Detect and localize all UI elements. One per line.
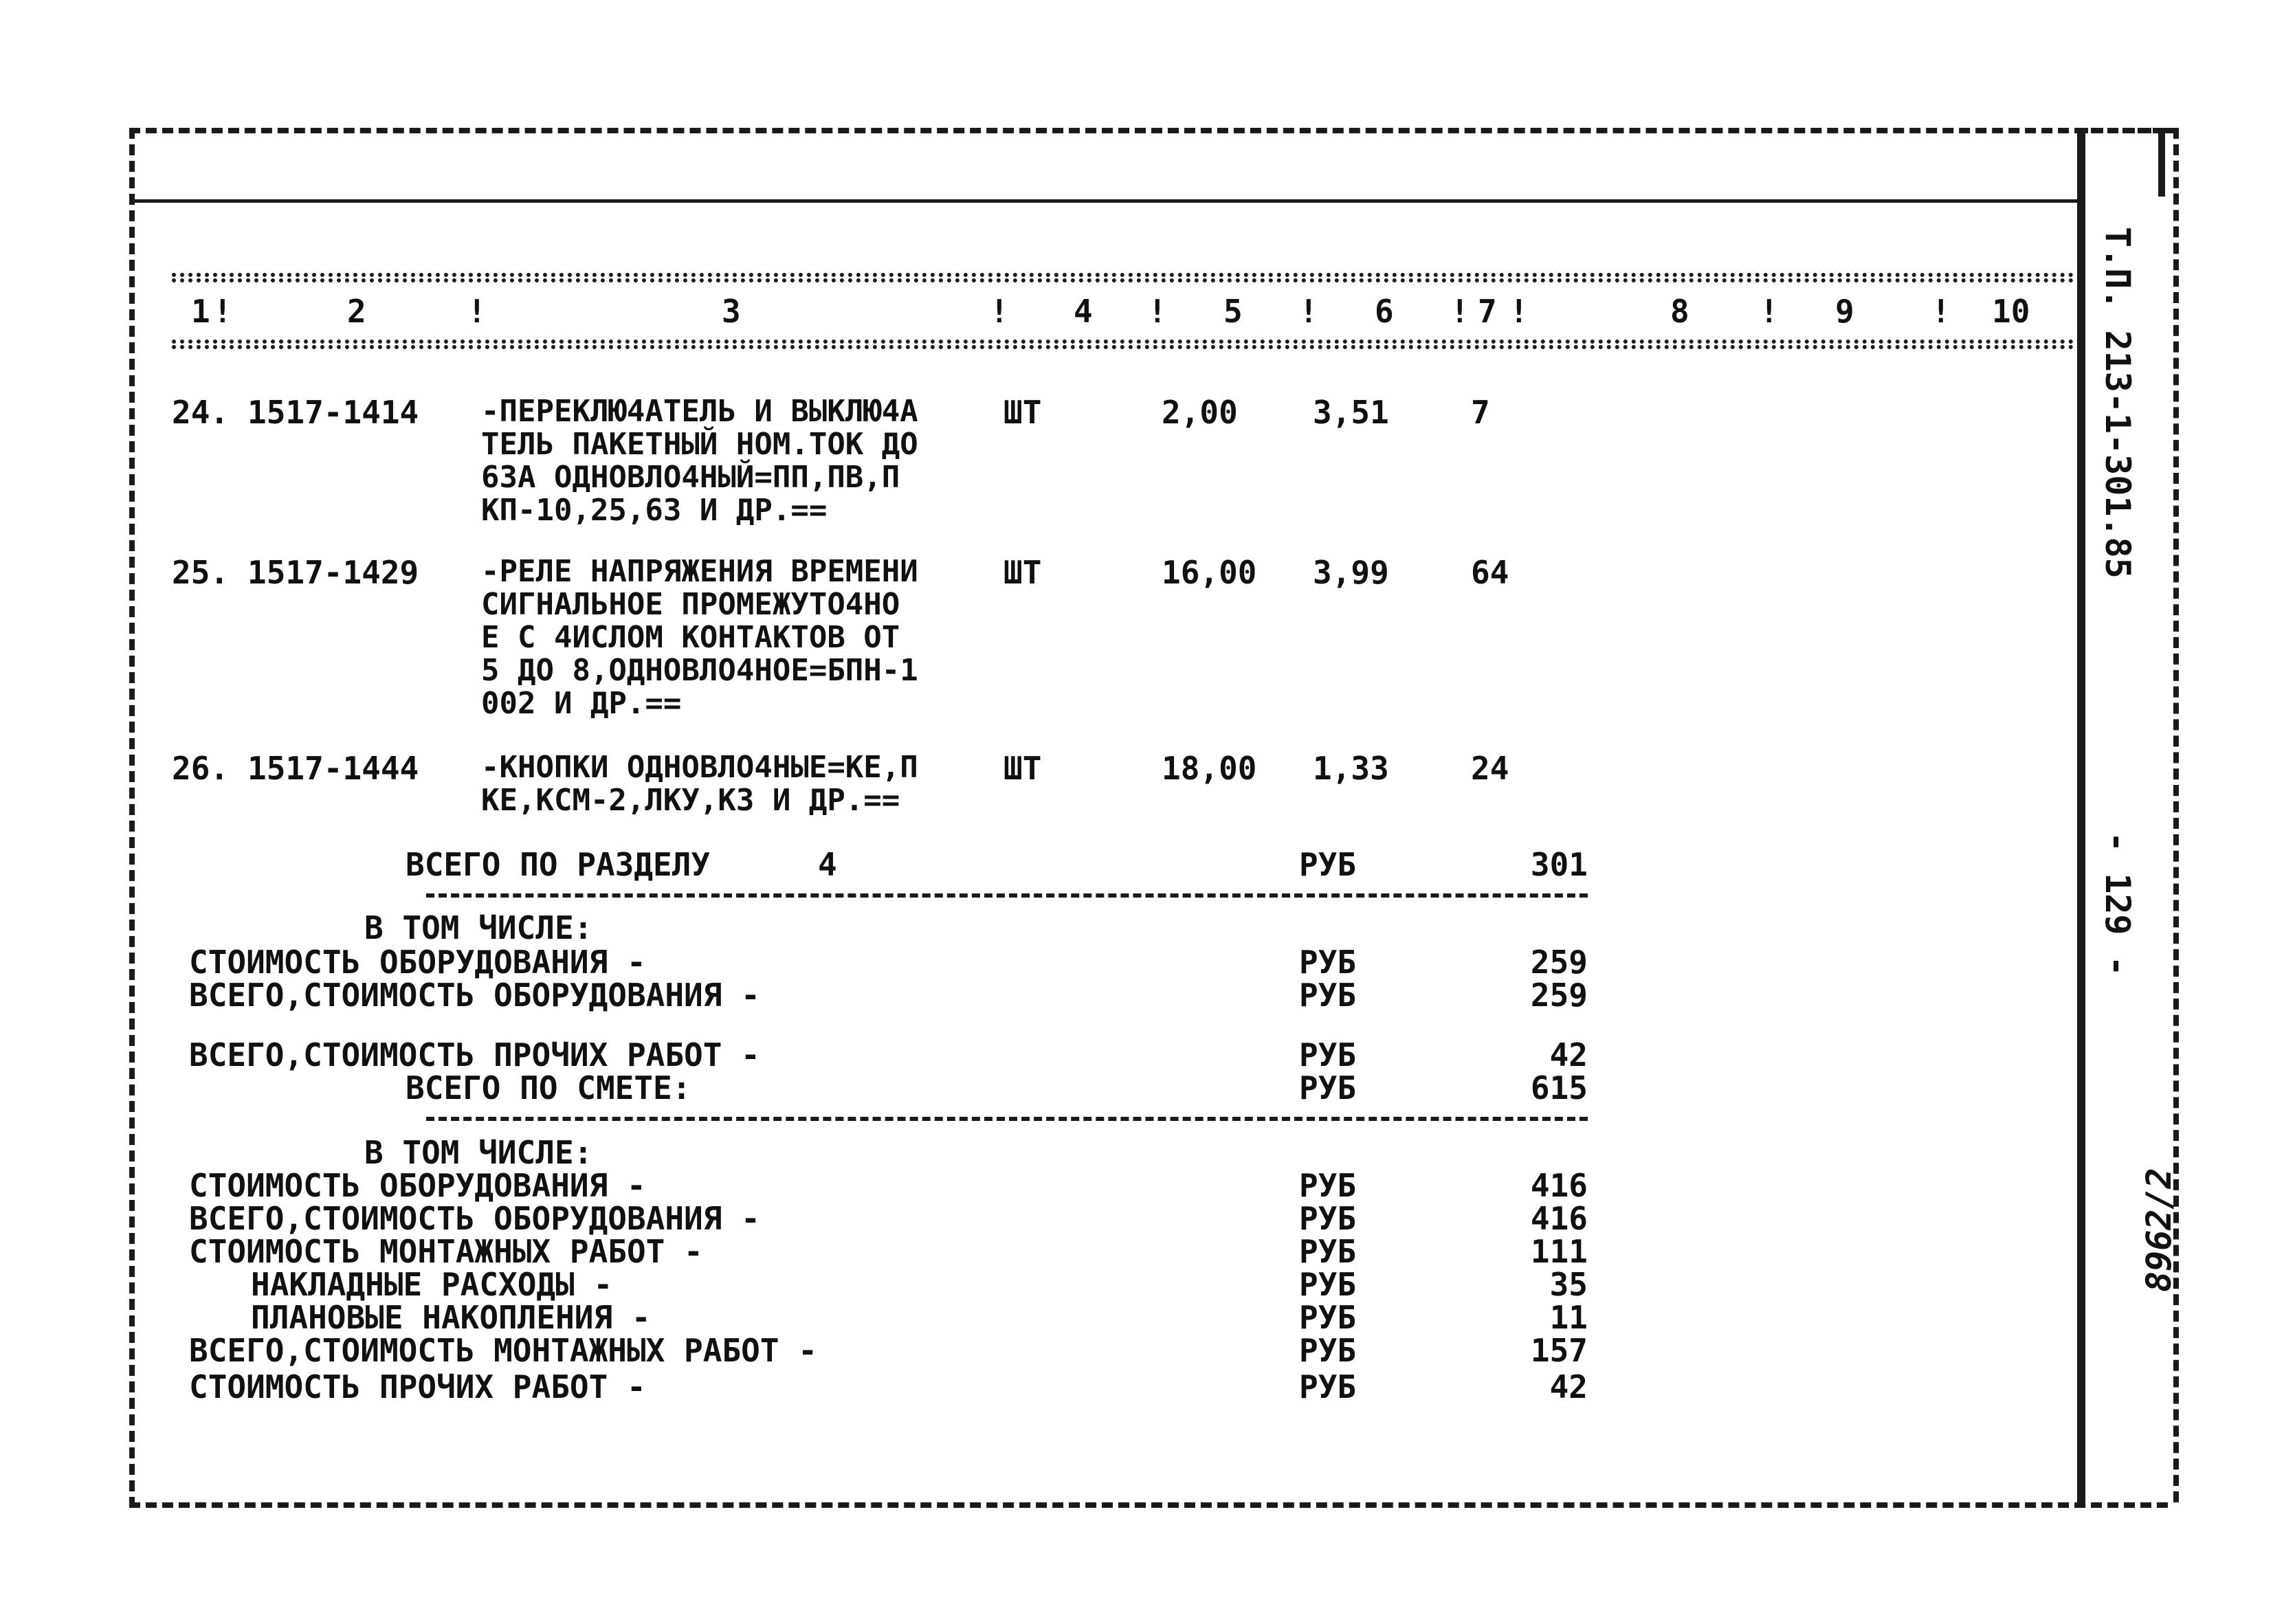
item-code: 1517-1444 — [247, 750, 419, 787]
column-header: 2 — [347, 293, 366, 330]
summary-value: 157 — [1530, 1332, 1588, 1369]
summary-label: ВСЕГО,СТОИМОСТЬ ПРОЧИХ РАБОТ - — [189, 1036, 760, 1074]
page-number: - 129 - — [2098, 832, 2138, 977]
summary-unit: РУБ — [1299, 1266, 1357, 1303]
summary-unit: РУБ — [1299, 1299, 1357, 1336]
summary-heading: В ТОМ ЧИСЛЕ: — [364, 1134, 593, 1171]
item-unit: ШТ — [1004, 394, 1042, 431]
summary-value: 416 — [1530, 1167, 1588, 1204]
title-block-rule — [2158, 128, 2165, 197]
column-header: 7 — [1478, 293, 1497, 330]
summary-value: 259 — [1530, 977, 1588, 1014]
item-total: 7 — [1471, 394, 1490, 431]
summary-label: НАКЛАДНЫЕ РАСХОДЫ - — [251, 1266, 613, 1303]
header-rule-bottom-2 — [172, 345, 2074, 349]
estimate-total-label: ВСЕГО ПО СМЕТЕ: — [406, 1069, 691, 1106]
summary-unit: РУБ — [1299, 1167, 1357, 1204]
section-total-unit: РУБ — [1299, 846, 1357, 883]
item-number: 24. — [172, 394, 230, 431]
column-header: 6 — [1375, 293, 1394, 330]
item-quantity: 16,00 — [1162, 554, 1257, 591]
summary-unit: РУБ — [1299, 1332, 1357, 1369]
summary-value: 259 — [1530, 944, 1588, 981]
summary-value: 416 — [1530, 1200, 1588, 1237]
summary-unit: РУБ — [1299, 1200, 1357, 1237]
column-header: 3 — [722, 293, 741, 330]
summary-label: СТОИМОСТЬ ОБОРУДОВАНИЯ - — [189, 1167, 646, 1204]
summary-value: 35 — [1549, 1266, 1588, 1303]
column-header: 4 — [1074, 293, 1093, 330]
summary-value: 11 — [1549, 1299, 1588, 1336]
header-rule-bottom — [172, 340, 2074, 344]
summary-label: ПЛАНОВЫЕ НАКОПЛЕНИЯ - — [251, 1299, 651, 1336]
separator-line — [426, 893, 1588, 898]
summary-heading: В ТОМ ЧИСЛЕ: — [364, 909, 593, 946]
column-header: 9 — [1835, 293, 1854, 330]
summary-value: 42 — [1549, 1368, 1588, 1405]
column-header: 5 — [1223, 293, 1243, 330]
column-header: 8 — [1670, 293, 1689, 330]
item-quantity: 2,00 — [1162, 394, 1238, 431]
summary-unit: РУБ — [1299, 1069, 1357, 1106]
column-header-row: 1 ! 2 ! 3 ! 4 ! 5 ! 6 ! 7 ! 8 ! 9 ! 10 — [191, 293, 2030, 330]
separator-line — [426, 1117, 1588, 1121]
item-description: -КНОПКИ ОДНОВЛО4НЫЕ=КЕ,П КЕ,КСМ-2,ЛКУ,КЗ И ДР.== — [481, 750, 918, 818]
summary-label: СТОИМОСТЬ МОНТАЖНЫХ РАБОТ - — [189, 1233, 703, 1270]
summary-value: 111 — [1530, 1233, 1588, 1270]
summary-unit: РУБ — [1299, 944, 1357, 981]
summary-label: СТОИМОСТЬ ОБОРУДОВАНИЯ - — [189, 944, 646, 981]
item-number: 26. — [172, 750, 230, 787]
item-code: 1517-1414 — [247, 394, 419, 431]
summary-label: ВСЕГО,СТОИМОСТЬ МОНТАЖНЫХ РАБОТ - — [189, 1332, 817, 1369]
summary-unit: РУБ — [1299, 1233, 1357, 1270]
item-unit: ШТ — [1004, 554, 1042, 591]
summary-label: СТОИМОСТЬ ПРОЧИХ РАБОТ - — [189, 1368, 646, 1405]
column-header: 10 — [1992, 293, 2030, 330]
section-total-value: 301 — [1530, 846, 1588, 883]
summary-unit: РУБ — [1299, 1368, 1357, 1405]
section-number: 4 — [818, 846, 837, 883]
item-unit: ШТ — [1004, 750, 1042, 787]
estimate-total-value: 615 — [1530, 1069, 1588, 1106]
item-price: 1,33 — [1313, 750, 1389, 787]
item-quantity: 18,00 — [1162, 750, 1257, 787]
item-total: 64 — [1471, 554, 1509, 591]
item-number: 25. — [172, 554, 230, 591]
item-description: -ПЕРЕКЛЮ4АТЕЛЬ И ВЫКЛЮ4А ТЕЛЬ ПАКЕТНЫЙ НОМ.ТОК ДО 63А ОДНОВЛО4НЫЙ=ПП,ПВ,П КП-10,25,63 И ДР.== — [481, 394, 918, 528]
inventory-number: 8962/2 — [2139, 1168, 2179, 1292]
summary-label: ВСЕГО,СТОИМОСТЬ ОБОРУДОВАНИЯ - — [189, 1200, 760, 1237]
summary-unit: РУБ — [1299, 1036, 1357, 1074]
header-rule-top — [172, 273, 2074, 277]
summary-label: ВСЕГО,СТОИМОСТЬ ОБОРУДОВАНИЯ - — [189, 977, 760, 1014]
item-description: -РЕЛЕ НАПРЯЖЕНИЯ ВРЕМЕНИ СИГНАЛЬНОЕ ПРОМЕЖУТО4НО Е С 4ИСЛОМ КОНТАКТОВ ОТ 5 ДО 8,ОДНОВЛО4НОЕ=БПН-1 002 И ДР.== — [481, 554, 918, 721]
item-total: 24 — [1471, 750, 1509, 787]
item-code: 1517-1429 — [247, 554, 419, 591]
document-code: Т.П. 213-1-301.85 — [2098, 227, 2138, 579]
item-price: 3,51 — [1313, 394, 1389, 431]
column-header: 1 — [191, 293, 210, 330]
summary-unit: РУБ — [1299, 977, 1357, 1014]
header-rule-top-2 — [172, 278, 2074, 282]
section-total-label: ВСЕГО ПО РАЗДЕЛУ — [406, 846, 711, 883]
summary-value: 42 — [1549, 1036, 1588, 1074]
frame-top-rule — [129, 199, 2081, 203]
item-price: 3,99 — [1313, 554, 1389, 591]
